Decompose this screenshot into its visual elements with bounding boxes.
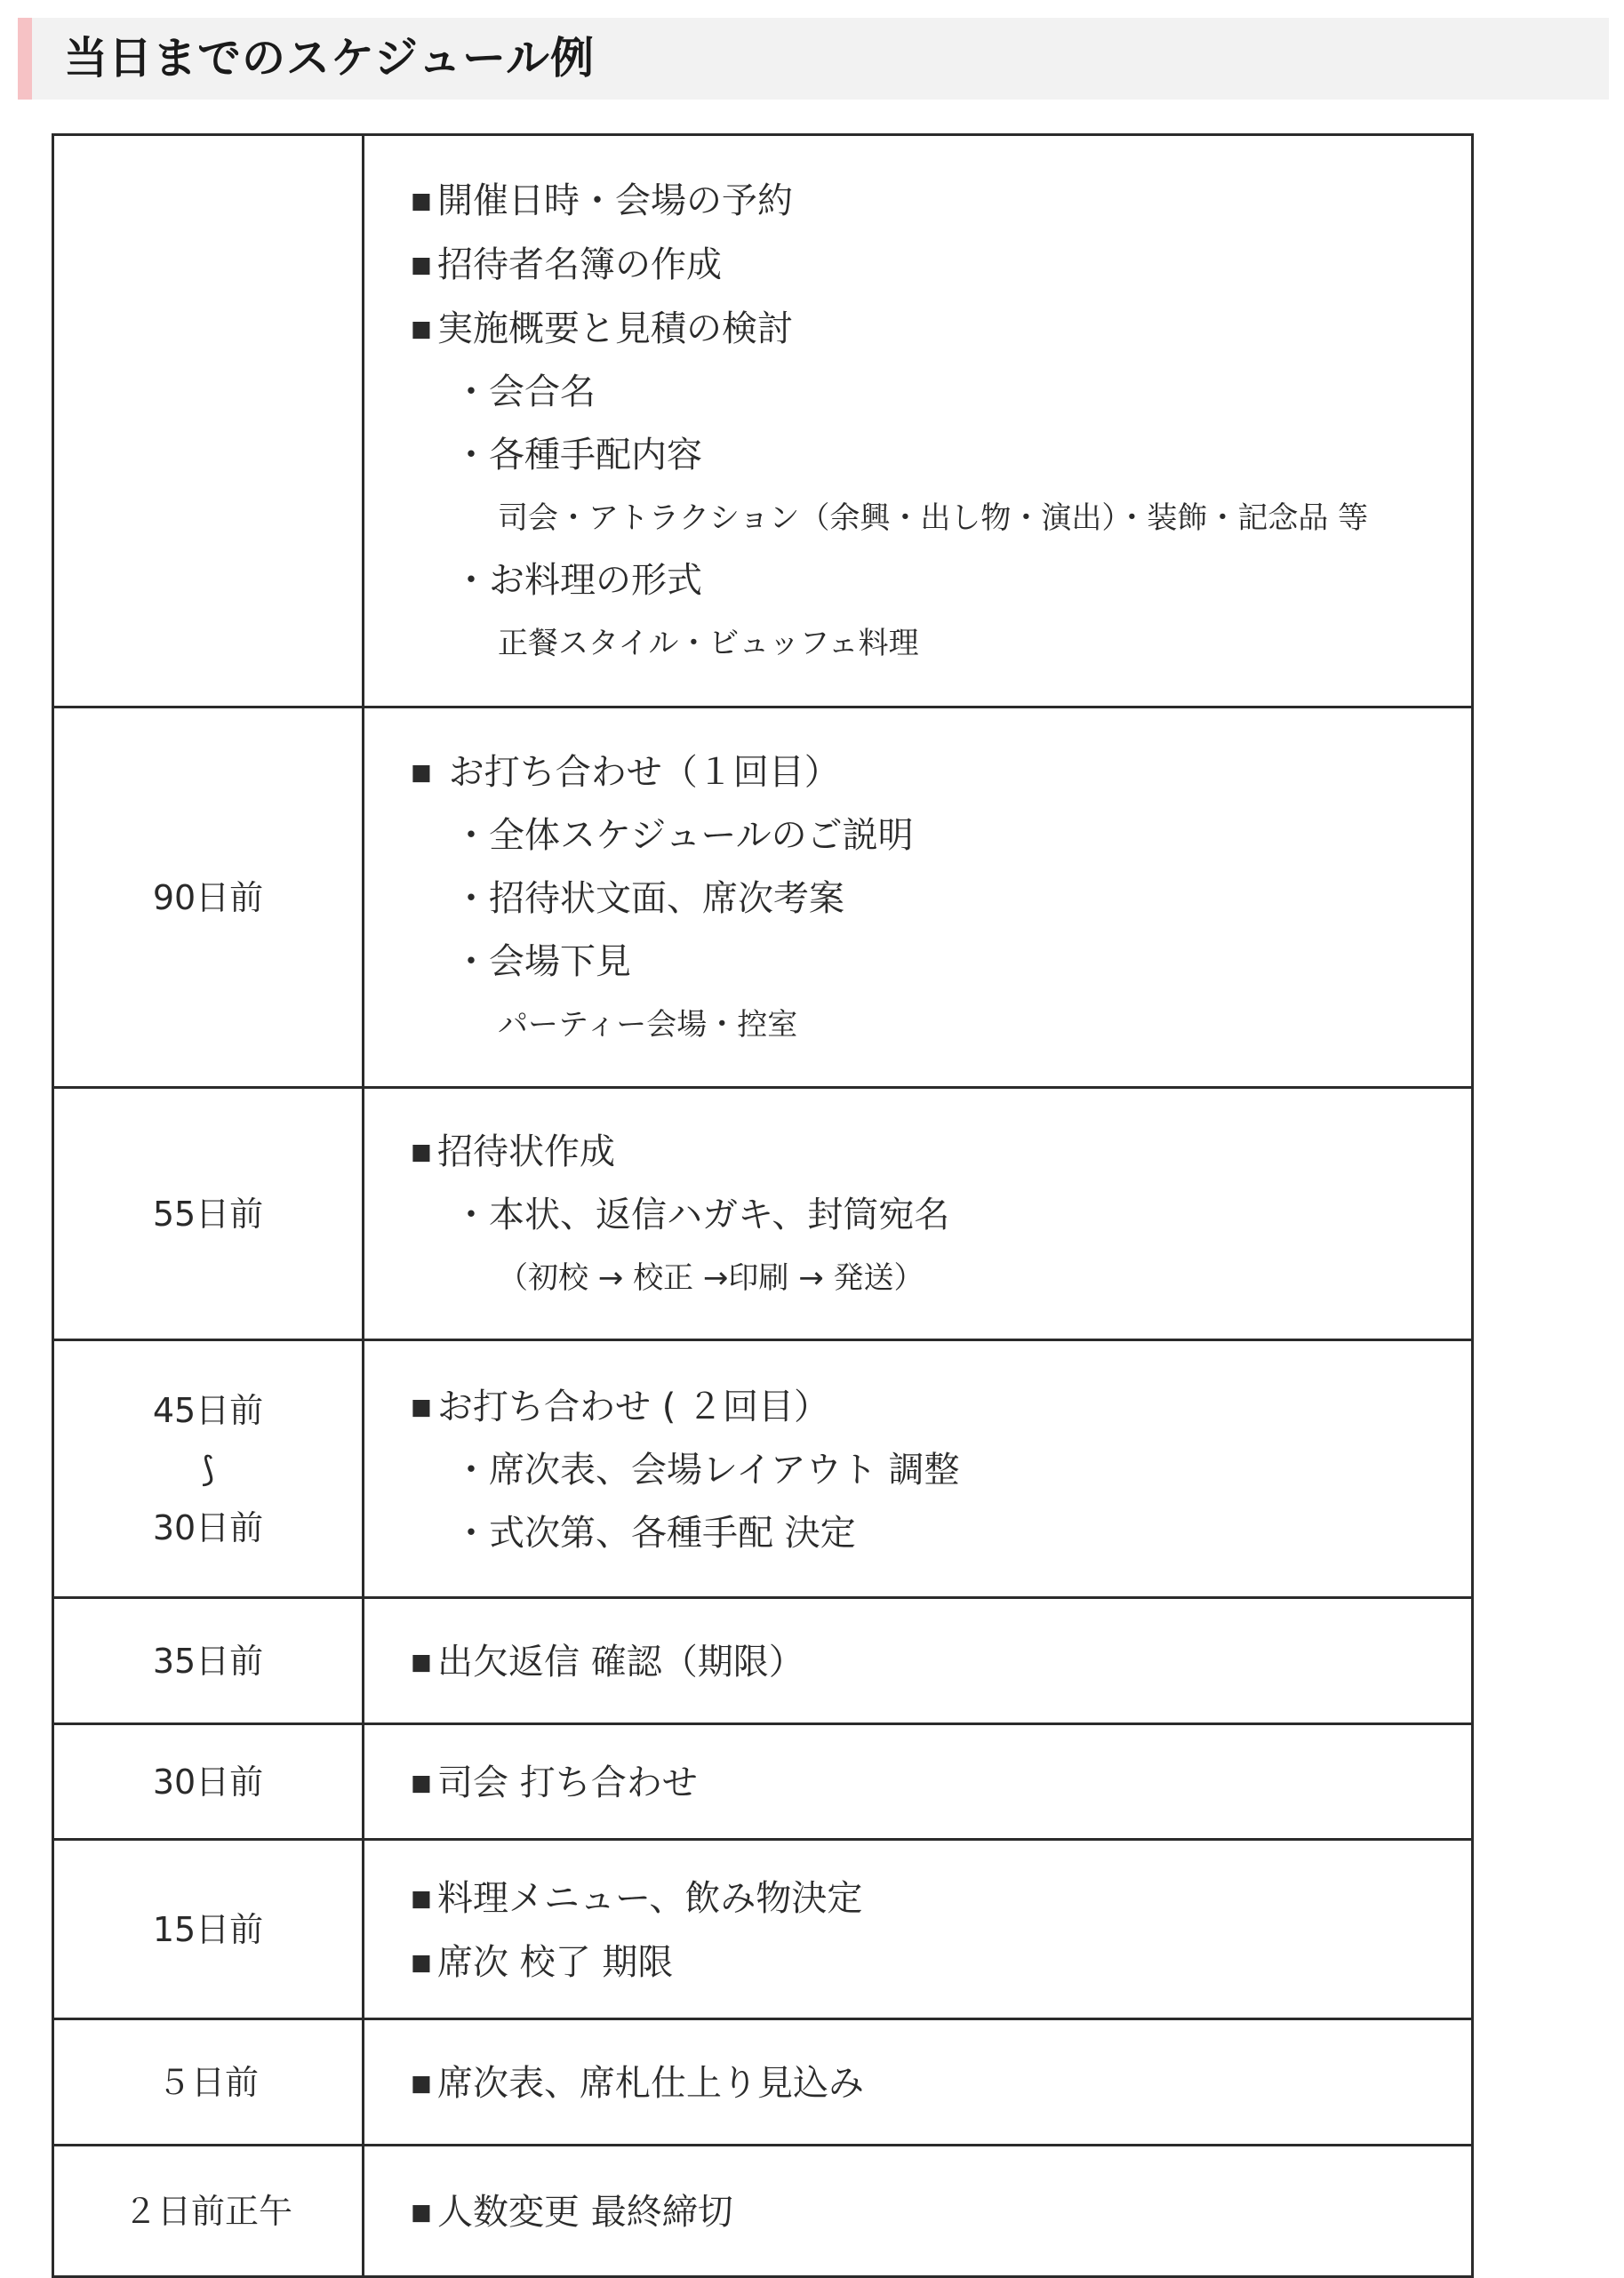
bullet-square-icon: ■ [411,2198,432,2225]
bullet-square-icon: ■ [411,1393,432,1419]
task-cell [364,1840,1473,2019]
task-text: 出欠返信 確認（期限） [437,1641,804,1683]
task-text: ・招待状文面、席次考案 [453,878,844,919]
time-label: ２日前正午 [123,2191,292,2231]
schedule-row [53,1340,1473,1598]
task-subitem [411,804,1471,867]
time-label: 45日前 [152,1390,264,1430]
task-text: 席次 校了 期限 [437,1941,674,1983]
task-cell [364,1088,1473,1340]
task-text: 料理メニュー、飲み物決定 [437,1877,863,1919]
task-text: 正餐スタイル・ビュッフェ料理 [498,626,919,661]
task-item [411,1866,1471,1930]
schedule-row [53,1724,1473,1840]
bullet-square-icon: ■ [411,1139,432,1164]
time-range-tilde: ⟆ [201,1449,215,1489]
task-cell [364,135,1473,707]
time-label: 35日前 [152,1641,264,1681]
task-subitem [411,549,1471,612]
schedule-row [53,707,1473,1088]
time-cell [53,1598,364,1724]
task-detail [411,1247,1471,1309]
schedule-row [53,2019,1473,2146]
task-item [411,740,1471,804]
bullet-square-icon: ■ [411,188,432,213]
time-cell [53,135,364,707]
time-cell [53,1724,364,1840]
task-cell [364,2146,1473,2277]
task-item [411,297,1471,361]
task-item [411,169,1471,233]
task-text: ・お料理の形式 [453,560,702,601]
task-text: ・会場下見 [453,941,631,982]
task-item [411,2051,1471,2115]
task-subitem [411,1184,1471,1247]
time-label-end: 30日前 [152,1507,264,1547]
task-text: ・会合名 [453,372,596,412]
task-text: 席次表、席札仕上り見込み [437,2062,864,2104]
task-detail [411,994,1471,1056]
task-text: ・全体スケジュールのご説明 [453,815,914,856]
time-cell [53,1840,364,2019]
task-item [411,1751,1471,1815]
schedule-table-body [53,135,1473,2277]
task-text: ・本状、返信ハガキ、封筒宛名 [453,1195,950,1235]
task-detail [411,487,1471,549]
task-item [411,1930,1471,1994]
task-cell [364,1724,1473,1840]
time-cell [53,707,364,1088]
time-label: 55日前 [152,1194,264,1234]
task-text: 人数変更 最終締切 [437,2191,733,2233]
schedule-row [53,1088,1473,1340]
task-text: 司会・アトラクション（余興・出し物・演出）・装飾・記念品 等 [498,500,1369,536]
time-cell [53,1088,364,1340]
time-label: 90日前 [152,877,264,917]
schedule-table [52,133,1474,2278]
bullet-square-icon: ■ [411,1948,432,1975]
task-item [411,233,1471,297]
task-text: お打ち合わせ（１回目） [437,752,840,793]
task-text: 開催日時・会場の予約 [437,180,793,221]
task-cell [364,1598,1473,1724]
task-cell [364,707,1473,1088]
task-text: パーティー会場・控室 [498,1007,798,1043]
time-label: 30日前 [152,1762,264,1802]
task-cell [364,1340,1473,1598]
task-subitem [411,361,1471,424]
time-label: 15日前 [152,1909,264,1949]
task-subitem [411,1502,1471,1565]
schedule-row [53,1598,1473,1724]
task-text: 実施概要と見積の検討 [437,308,793,349]
task-text: ・席次表、会場レイアウト 調整 [453,1449,960,1491]
task-text: ・式次第、各種手配 決定 [453,1512,856,1554]
schedule-row [53,1840,1473,2019]
task-cell [364,2019,1473,2146]
task-item [411,1375,1471,1439]
task-text: 招待者名簿の作成 [437,244,722,285]
schedule-row [53,2146,1473,2277]
time-cell [53,2019,364,2146]
task-text: 司会 打ち合わせ [437,1762,698,1803]
time-cell [53,2146,364,2277]
task-item [411,1630,1471,1694]
task-subitem [411,931,1471,994]
bullet-square-icon: ■ [411,252,432,277]
bullet-square-icon: ■ [411,1769,432,1795]
task-item [411,2180,1471,2244]
heading-accent-bar [18,18,32,100]
schedule-row [53,135,1473,707]
bullet-square-icon: ■ [411,316,432,341]
time-cell [53,1340,364,1598]
task-text: （初校 → 校正 →印刷 → 発送） [498,1260,924,1296]
section-heading [18,18,1609,100]
task-text: 招待状作成 [437,1131,615,1172]
bullet-square-icon: ■ [411,2069,432,2096]
page-title: 当日までのスケジュール例 [64,33,596,84]
task-text: お打ち合わせ ( ２回目） [437,1386,830,1427]
time-label: ５日前 [156,2062,259,2102]
bullet-square-icon: ■ [411,1648,432,1675]
task-detail [411,612,1471,675]
task-item [411,1120,1471,1184]
task-subitem [411,424,1471,487]
task-text: ・各種手配内容 [453,435,702,476]
task-subitem [411,867,1471,931]
bullet-square-icon: ■ [411,759,432,785]
bullet-square-icon: ■ [411,1884,432,1911]
task-subitem [411,1439,1471,1502]
